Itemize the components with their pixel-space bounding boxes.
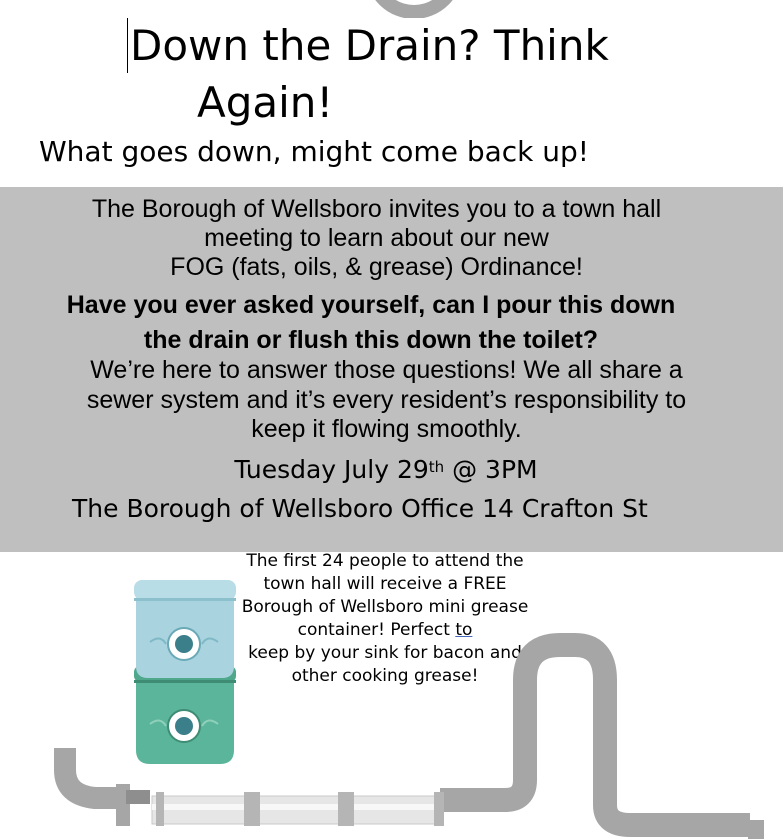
event-date-text: Tuesday July 29 [234,455,429,484]
headline-line-1: Down the Drain? Think [130,21,609,70]
answer-line: sewer system and it’s every resident’s responsibility to [86,385,687,414]
answer-line: We’re here to answer those questions! We all share a [90,356,683,384]
question-line: the drain or flush this down the toilet? [143,326,599,354]
event-date [0,453,772,487]
subtitle: What goes down, might come back up! [39,135,590,168]
pipe-decoration [0,620,783,839]
promo-line: other cooking grease! [291,666,479,686]
promo-line-underlined: to [455,620,473,640]
top-pipe-decoration [366,0,462,18]
answer-line: keep it flowing smoothly. [251,415,522,443]
answer-text [0,356,773,445]
question-text [0,288,742,358]
promo-line: The first 24 people to attend the [246,551,524,571]
headline-line-2: Again! [197,78,334,127]
promo-line: keep by your sink for bacon and [248,643,522,663]
event-location: The Borough of Wellsboro Office 14 Crafton St [72,494,648,523]
text-cursor [127,18,128,73]
event-time: @ 3PM [444,455,538,484]
date-ordinal: th [428,458,445,476]
invitation-line: The Borough of Wellsboro invites you to a town hall [91,195,662,223]
promo-line: town hall will receive a FREE [263,574,507,594]
invitation-text [0,195,753,282]
invitation-line: meeting to learn about our new [204,224,549,252]
promo-line: Borough of Wellsboro mini grease [241,597,529,617]
question-line: Have you ever asked yourself, can I pour this down [66,291,676,319]
invitation-line: FOG (fats, oils, & grease) Ordinance! [170,253,583,281]
promo-line-text: container! Perfect [297,620,456,640]
